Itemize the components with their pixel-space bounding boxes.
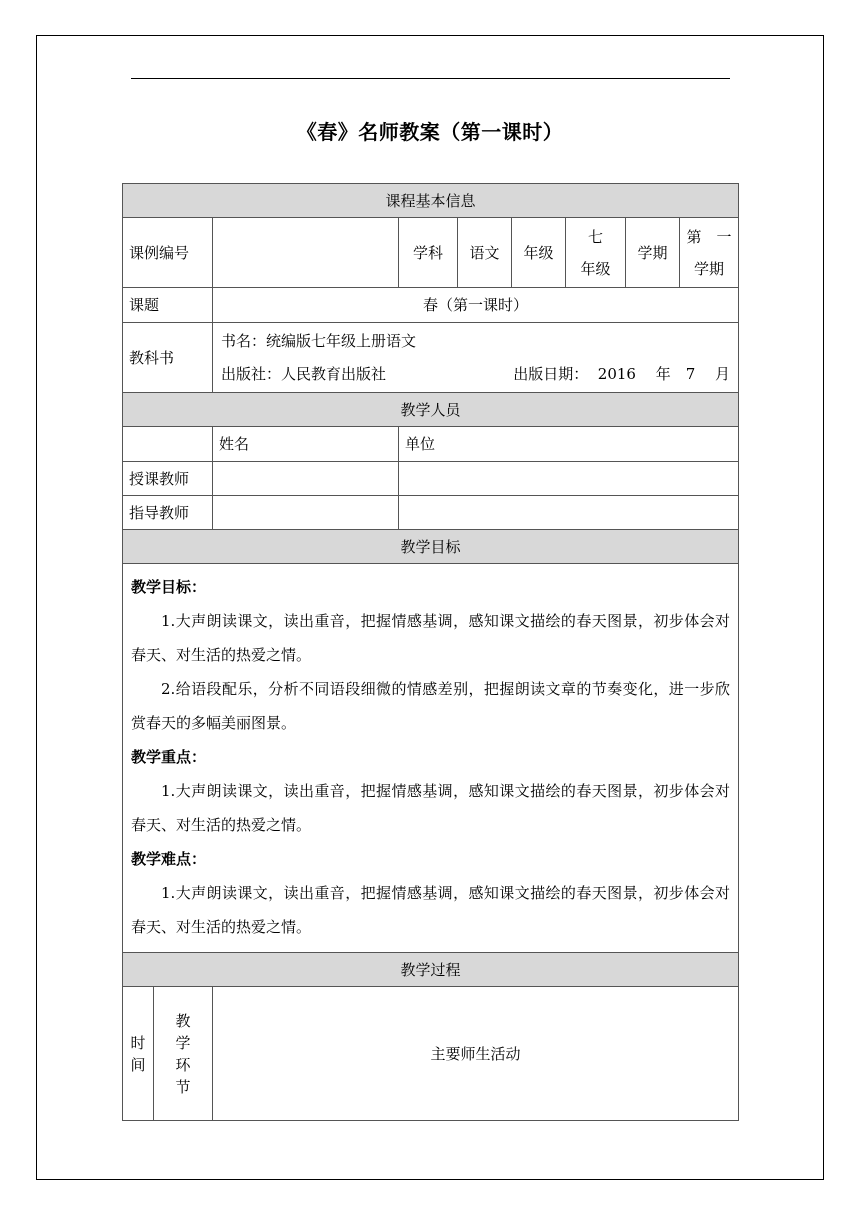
stage-char-4: 节 bbox=[175, 1077, 191, 1096]
document-title: 《春》名师教案（第一课时） bbox=[296, 120, 564, 144]
objectives-body bbox=[123, 564, 739, 953]
textbook-label: 教科书 bbox=[123, 323, 213, 393]
stage-char-1: 教 bbox=[175, 1011, 191, 1030]
lesson-plan-table bbox=[122, 183, 739, 1121]
time-char-1: 时 bbox=[130, 1033, 146, 1052]
case-no-value[interactable] bbox=[213, 218, 399, 288]
stage-char-2: 学 bbox=[175, 1033, 191, 1052]
stage-char-3: 环 bbox=[175, 1055, 191, 1074]
term-value bbox=[680, 218, 739, 288]
grade-value-bottom: 年级 bbox=[580, 259, 611, 278]
process-main-activity-header: 主要师生活动 bbox=[213, 987, 739, 1121]
subject-label: 学科 bbox=[399, 218, 458, 288]
section-objectives: 教学目标 bbox=[123, 530, 739, 564]
staff-col-unit: 单位 bbox=[399, 427, 739, 462]
topic-value: 春（第一课时） bbox=[213, 288, 739, 323]
section-basic-info: 课程基本信息 bbox=[123, 184, 739, 218]
key-point-item-1: 1.大声朗读课文，读出重音，把握情感基调，感知课文描绘的春天图景，初步体会对春天、对生活的热爱之情。 bbox=[131, 782, 731, 834]
term-value-top: 第 一 bbox=[686, 227, 732, 246]
publisher: 出版社：人民教育出版社 bbox=[221, 364, 387, 383]
teacher-name[interactable] bbox=[213, 462, 399, 496]
grade-label: 年级 bbox=[512, 218, 566, 288]
publisher-row bbox=[221, 358, 730, 391]
goal-item-2: 2.给语段配乐，分析不同语段细微的情感差别，把握朗读文章的节奏变化，进一步欣赏春天的多幅美丽图景。 bbox=[131, 680, 731, 732]
book-name: 书名：统编版七年级上册语文 bbox=[221, 331, 417, 350]
staff-corner bbox=[123, 427, 213, 462]
difficulty-heading: 教学难点： bbox=[131, 850, 207, 868]
advisor-name[interactable] bbox=[213, 496, 399, 530]
section-process: 教学过程 bbox=[123, 953, 739, 987]
difficulty-item-1: 1.大声朗读课文，读出重音，把握情感基调，感知课文描绘的春天图景，初步体会对春天、对生活的热爱之情。 bbox=[131, 884, 731, 936]
header-rule bbox=[131, 78, 730, 79]
subject-value: 语文 bbox=[458, 218, 512, 288]
topic-label: 课题 bbox=[123, 288, 213, 323]
advisor-unit[interactable] bbox=[399, 496, 739, 530]
term-label: 学期 bbox=[626, 218, 680, 288]
grade-value bbox=[566, 218, 626, 288]
publish-date: 出版日期： 2016 年 7 月 bbox=[513, 364, 731, 383]
process-stage-header bbox=[154, 987, 213, 1121]
textbook-info bbox=[213, 323, 739, 393]
term-value-bottom: 学期 bbox=[694, 259, 725, 278]
staff-col-name: 姓名 bbox=[213, 427, 399, 462]
section-staff: 教学人员 bbox=[123, 393, 739, 427]
teacher-label: 授课教师 bbox=[123, 462, 213, 496]
goal-heading: 教学目标： bbox=[131, 578, 207, 596]
teacher-unit[interactable] bbox=[399, 462, 739, 496]
advisor-label: 指导教师 bbox=[123, 496, 213, 530]
case-no-label: 课例编号 bbox=[123, 218, 213, 288]
key-point-heading: 教学重点： bbox=[131, 748, 207, 766]
process-time-header bbox=[123, 987, 154, 1121]
grade-value-top: 七 bbox=[587, 227, 603, 246]
goal-item-1: 1.大声朗读课文，读出重音，把握情感基调，感知课文描绘的春天图景，初步体会对春天、对生活的热爱之情。 bbox=[131, 612, 731, 664]
time-char-2: 间 bbox=[130, 1055, 146, 1074]
